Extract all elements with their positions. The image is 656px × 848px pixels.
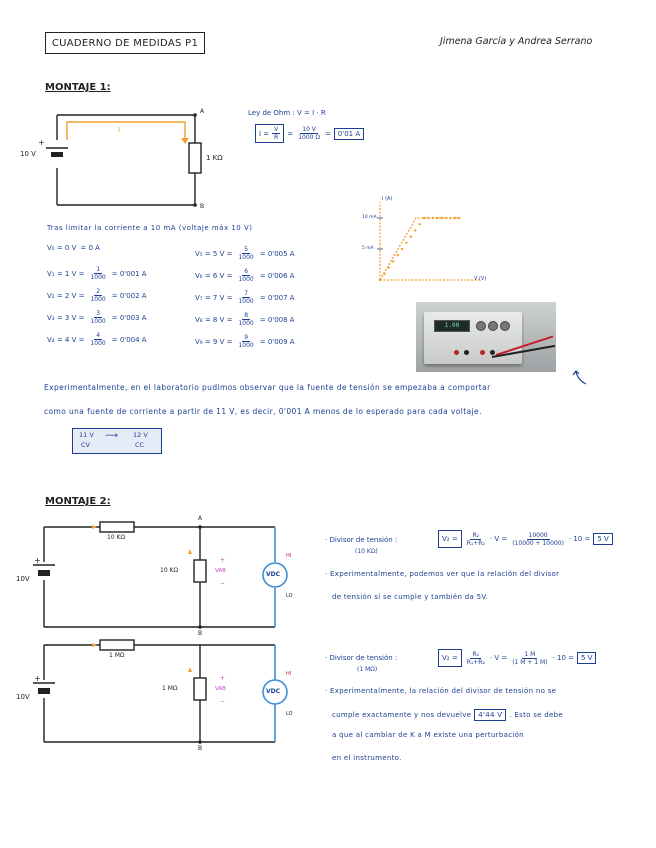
obs-2-line-2 (332, 709, 563, 721)
vab-minus-2b: − (220, 698, 226, 705)
node-a-label: A (200, 108, 205, 115)
divider-2-lhs-box (438, 649, 462, 667)
divider-2-tail: · 10 = (552, 654, 574, 662)
node-b-2b: B (198, 745, 203, 752)
obs-2-measured-value: 4'44 V (474, 709, 506, 721)
ohm-eq2: = (324, 129, 331, 138)
source-voltage-2a: 10V (16, 575, 30, 583)
obs-2-line-1: · Experimentalmente, la relación del divisor de tensión no se (325, 687, 557, 695)
divider-2-values (510, 651, 549, 666)
observation-line-2: como una fuente de corriente a partir de 11 V, es decir, 0'001 A menos de lo esperado para cada voltaje. (44, 407, 482, 416)
measurement-current: = 0'003 A (111, 313, 147, 322)
fraction-denominator: 1000 (90, 274, 106, 281)
voltmeter-icon: VDC (266, 571, 281, 578)
transition-right-bottom: CC (135, 441, 145, 449)
graph-xlabel: V (V) (474, 276, 487, 282)
measurement-current: = 0 A (80, 244, 100, 252)
ohm-v: V (274, 126, 279, 133)
vab-label-2b: VAB (215, 686, 226, 692)
fraction-numerator: 8 (244, 312, 249, 319)
battery-plus: + (34, 674, 41, 683)
measurement-voltage: V₄ = 4 V = (47, 335, 85, 344)
montaje-1-heading: MONTAJE 1: (45, 82, 111, 93)
divider-1-mid: · V = (489, 535, 508, 543)
meter-hi-2a: HI (286, 553, 292, 559)
divider-2-den2: (1 M + 1 M) (512, 658, 548, 666)
divider-2-den: R₁+R₂ (466, 658, 485, 666)
fraction-numerator: 1 (96, 266, 101, 273)
measurement-voltage: V₈ = 8 V = (195, 315, 233, 324)
meter-hi-2b: HI (286, 671, 292, 677)
fraction-numerator: 6 (244, 268, 249, 275)
ohm-result: 0'01 A (334, 128, 364, 140)
fraction-numerator: 4 (96, 332, 101, 339)
divider-1-den2: (10000 + 10000) (512, 539, 564, 547)
montaje-2-heading: MONTAJE 2: (45, 496, 111, 507)
fraction-denominator: 1000 (238, 276, 254, 283)
fraction-denominator: 1000 (90, 296, 106, 303)
meter-lo-2a: LO (286, 593, 293, 599)
measurement-voltage: V₇ = 7 V = (195, 293, 233, 302)
vab-plus-2a: + (220, 557, 226, 564)
divider-1-sub: (10 KΩ) (355, 548, 378, 555)
fraction-denominator: 1000 (238, 254, 254, 261)
transition-left-bottom: CV (81, 441, 90, 449)
voltmeter-icon: VDC (266, 688, 281, 695)
measurement-voltage: V₁ = 1 V = (47, 269, 85, 278)
transition-left-top: 11 V (79, 431, 94, 439)
measurement-current: = 0'006 A (259, 271, 295, 280)
display-readout: 1.00 (444, 322, 460, 329)
source-voltage: 10 V (20, 150, 36, 158)
fraction-numerator: 2 (96, 288, 101, 295)
divider-2-sub: (1 MΩ) (357, 666, 378, 673)
measurement-voltage: V₂ = 2 V = (47, 291, 85, 300)
divider-1-num: R₂ (472, 531, 480, 539)
divider-2-fraction (465, 651, 487, 666)
graph-ylabel: I (A) (382, 196, 393, 202)
obs-2-line-4: en el instrumento. (332, 754, 402, 762)
fraction-denominator: 1000 (90, 340, 106, 347)
ohm-r: R (274, 134, 279, 141)
divider-2-label: · Divisor de tensión : (325, 654, 398, 662)
divider-1-tail: · 10 = (568, 535, 591, 543)
divider-1-den: R₁+R₂ (466, 539, 485, 547)
divider-1-result: 5 V (593, 533, 612, 545)
r-top-2b: 1 MΩ (109, 652, 125, 659)
vab-plus-2b: + (220, 675, 226, 682)
node-b-label: B (200, 203, 205, 210)
measurement-current: = 0'005 A (259, 249, 295, 258)
measurement-current: = 0'007 A (259, 293, 295, 302)
divider-2-lhs: V₂ = (442, 654, 458, 662)
fraction-numerator: 5 (244, 246, 249, 253)
notebook-title: CUADERNO DE MEDIDAS P1 (45, 32, 205, 54)
ohm-lhs: I = (259, 129, 270, 138)
vab-minus-2a: − (220, 580, 226, 587)
measurement-voltage: V₅ = 5 V = (195, 249, 233, 258)
fraction-denominator: 1000 (238, 342, 254, 349)
ohm-den: 1000 Ω (298, 134, 320, 141)
authors: Jimena García y Andrea Serrano (440, 36, 593, 47)
divider-1-fraction (465, 532, 487, 547)
measurement-current: = 0'008 A (259, 315, 295, 324)
node-b-2a: B (198, 630, 203, 637)
r-top-2a: 10 KΩ (107, 534, 126, 541)
divider-1-num2: 10000 (528, 531, 548, 539)
limit-intro: Tras limitar la corriente a 10 mA (voltaje máx 10 V) (47, 224, 253, 232)
divider-2-result: 5 V (577, 652, 596, 664)
divider-1-formula (438, 530, 613, 548)
ohm-eq: = (287, 129, 294, 138)
divider-2-formula (438, 649, 596, 667)
obs-1-line-1: · Experimentalmente, podemos ver que la relación del divisor (325, 570, 560, 578)
fraction-numerator: 3 (96, 310, 101, 317)
measurement-current: = 0'009 A (259, 337, 295, 346)
divider-1-values (510, 532, 566, 547)
divider-1-lhs-box (438, 530, 462, 548)
divider-1-label: · Divisor de tensión : (325, 536, 398, 544)
divider-2-num2: 1 M (524, 650, 536, 658)
measurement-current: = 0'004 A (111, 335, 147, 344)
ohm-law-text: Ley de Ohm : V = I · R (248, 109, 326, 117)
obs-2-line-3: a que al cambiar de K a M existe una perturbación (332, 731, 524, 739)
measurement-voltage: V₀ = 0 V (47, 244, 77, 252)
r-mid-2a: 10 KΩ (160, 567, 179, 574)
fraction-denominator: 1000 (238, 320, 254, 327)
source-voltage-2b: 10V (16, 693, 30, 701)
graph-ytick-top: 10 mA (362, 215, 377, 220)
measurement-voltage: V₆ = 6 V = (195, 271, 233, 280)
resistor-value: 1 KΩ (206, 154, 223, 162)
meter-lo-2b: LO (286, 711, 293, 717)
observation-line-1: Experimentalmente, en el laboratorio pudimos observar que la fuente de tensión se empezaba a comportar (44, 383, 491, 392)
fraction-denominator: 1000 (90, 318, 106, 325)
divider-1-lhs: V₂ = (442, 535, 458, 543)
divider-2-mid: · V = (489, 654, 508, 662)
graph-ytick-mid: 5 mA (362, 246, 374, 251)
r-mid-2b: 1 MΩ (162, 685, 178, 692)
fraction-denominator: 1000 (238, 298, 254, 305)
divider-2-num: R₂ (472, 650, 480, 658)
battery-plus: + (38, 138, 45, 147)
ohm-num: 10 V (302, 126, 316, 133)
current-label: I (118, 126, 121, 134)
measurement-voltage: V₉ = 9 V = (195, 337, 233, 346)
obs-2-line-2a: cumple exactamente y nos devuelve (332, 711, 472, 719)
vab-label-2a: VAB (215, 568, 226, 574)
measurement-current: = 0'001 A (111, 269, 147, 278)
transition-right-top: 12 V (133, 431, 148, 439)
fraction-numerator: 9 (244, 334, 249, 341)
measurement-voltage: V₃ = 3 V = (47, 313, 85, 322)
obs-1-line-2: de tensión sí se cumple y también da 5V. (332, 593, 489, 601)
obs-2-line-2b: . Esto se debe (509, 711, 564, 719)
node-a-2a: A (198, 515, 203, 522)
transition-arrow-icon: ⟶ (105, 431, 118, 441)
battery-plus: + (34, 556, 41, 565)
fraction-numerator: 7 (244, 290, 249, 297)
measurement-current: = 0'002 A (111, 291, 147, 300)
